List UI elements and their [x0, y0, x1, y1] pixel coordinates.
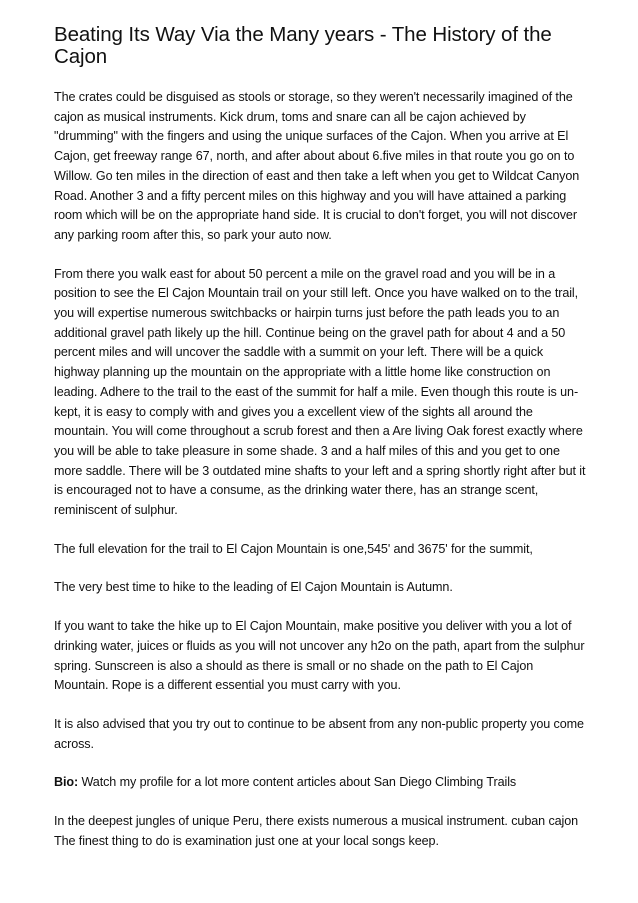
document-body [54, 24, 586, 852]
paragraph-best-time: The very best time to hike to the leading of El Cajon Mountain is Autumn. [54, 580, 453, 595]
paragraph-trail-directions: From there you walk east for about 50 percent a mile on the gravel road and you will be in a position to see the El Cajon Mountain trail on your still left. Once you have walked on to the trail, you will expertise numerous switchbacks or hairpin turns just before the path leads you to an additional gravel path likely up the hill. Continue being on the gravel path for about 4 and a 50 percent miles and will uncover the saddle with a summit on your left. There will be a quick highway planning up the mountain on the appropriate with a little home like construction on leading. Adhere to the trail to the east of the summit for half a mile. Even though this route is un-kept, it is easy to comply with and gives you a excellent view of the sights all around the mountain. You will come throughout a scrub forest and then a Are living Oak forest exactly where you will be able to take pleasure in some shade. 3 and a half miles of this and you get to one more saddle. There will be 3 outdated mine shafts to your left and a spring shortly right after but it is encouraged not to have a consume, as the drinking water there, has an strange scent, reminiscent of sulphur. [54, 266, 586, 518]
bio-label: Bio: [54, 775, 79, 790]
document-title: Beating Its Way Via the Many years - The History of the Cajon [54, 23, 552, 68]
paragraph-private-property: It is also advised that you try out to continue to be absent from any non-public property you come across. [54, 716, 584, 751]
bio-paragraph [54, 773, 586, 793]
paragraph-supplies: If you want to take the hike up to El Cajon Mountain, make positive you deliver with you a lot of drinking water, juices or fluids as you will not uncover any h2o on the path, apart from the sulphur spring. Sunscreen is also a should as there is small or no shade on the path to El Cajon Mountain. Rope is a different essential you must carry with you. [54, 619, 585, 693]
paragraph-cajon-history: The crates could be disguised as stools or storage, so they weren't necessarily imagined of the cajon as musical instruments. Kick drum, toms and snare can all be cajon achieved by "drumming" with the fingers and using the unique surfaces of the Cajon. When you arrive at El Cajon, get freeway range 67, north, and after about about 6.five miles in that route you go on to Willow. Go ten miles in the direction of east and then take a left when you get to Wildcat Canyon Road. Another 3 and a fifty percent miles on this highway and you will have attained a parking room which will be on the appropriate hand side. It is crucial to don't forget, you will not discover any parking room after this, so park your auto now. [54, 90, 580, 242]
bio-text: Watch my profile for a lot more content articles about San Diego Climbing Trails [78, 775, 517, 790]
paragraph-elevation: The full elevation for the trail to El Cajon Mountain is one,545' and 3675' for the summit, [54, 541, 533, 556]
paragraph-closing: In the deepest jungles of unique Peru, there exists numerous a musical instrument. cuban cajon The finest thing to do is examination just one at your local songs keep. [54, 814, 579, 848]
